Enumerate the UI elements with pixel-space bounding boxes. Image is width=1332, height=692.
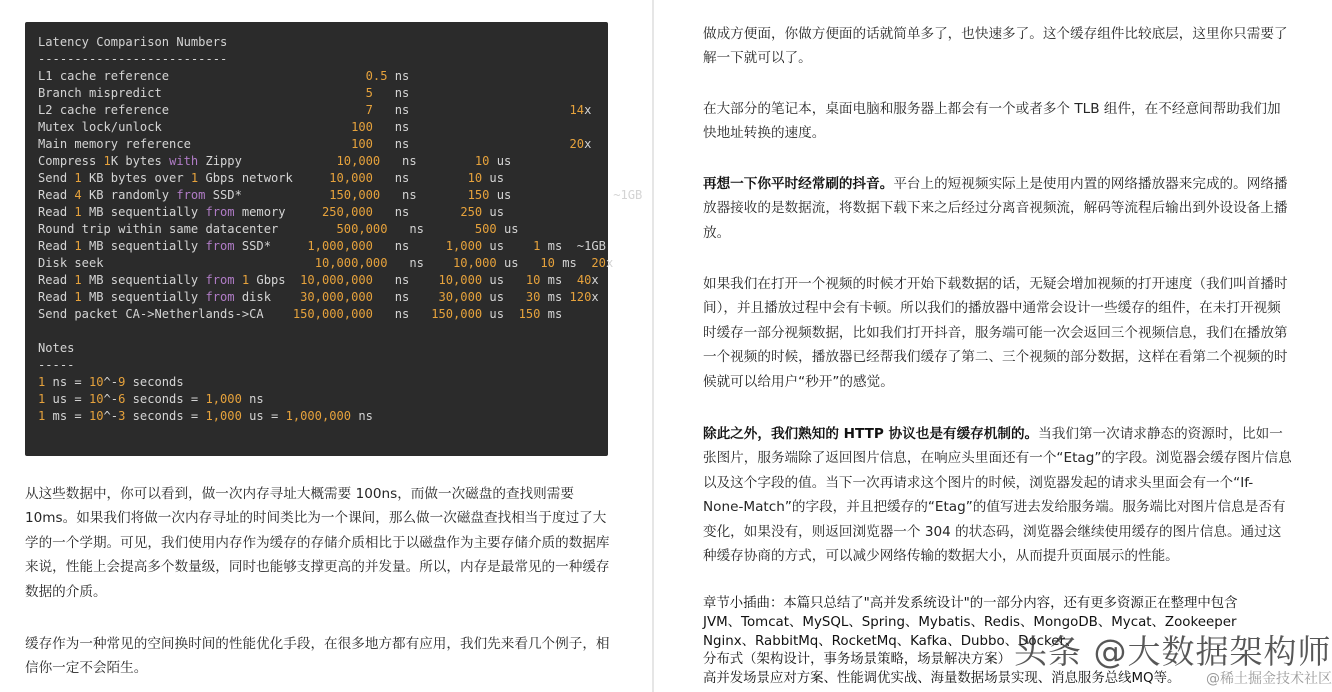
douyin-text: 平台上的短视频实际上是使用内置的网络播放器来完成的。网络播放器接收的是数据流，将数据下载下来之后经过分离音视频流，解码等流程后输出到外设设备上播放。 [703, 176, 1288, 241]
left-paragraph-2: 缓存作为一种常见的空间换时间的性能优化手段，在很多地方都有应用，我们先来看几个例子，相信你一定不会陌生。 [25, 636, 610, 677]
code-content: Latency Comparison Numbers -------------------------- L1 cache reference 0.5 ns Branch mispredict 5 ns L2 cache reference 7 ns 14x Mutex lock/unlock 100 ns Main memory reference 100 ns 20x Compress 1K bytes with Zippy 10,000 ns 10 us Send 1 KB bytes over 1 Gbps network 10,000 ns 10 us Read 4 KB randomly from SSD* 150,000 ns 150 us ~1GB Read 1 MB sequentially from memory 250,000 ns 250 us Round trip within same datacenter 500,000 ns 500 us Read 1 MB sequentially from SSD* 1,000,000 ns 1,000 us 1 ms ~1GB Disk seek 10,000,000 ns 10,000 us 10 ms 20x Read 1 MB sequentially from 1 Gbps 10,000,000 ns 10,000 us 10 ms 40x Read 1 MB sequentially from disk 30,000,000 ns 30,000 us 30 ms 120x Send packet CA->Netherlands->CA 150,000,000 ns 150,000 us 150 ms Notes ----- 1 ns = 10^-9 seconds 1 us = 10^-6 seconds = 1,000 ns 1 ms = 10^-3 seconds = 1,000 us = 1,000,000 ns [38, 35, 643, 423]
code-rule: -------------------------- [38, 52, 228, 66]
notes-title: Notes [38, 341, 75, 355]
juejin-watermark: @稀土掘金技术社区 [1206, 671, 1332, 687]
right-paragraph-5 [703, 422, 1293, 568]
aside-line-4: 分布式（架构设计，事务场景策略，场景解决方案） [703, 652, 1011, 668]
aside-line-1: 章节小插曲：本篇只总结了"高并发系统设计"的一部分内容，还有更多资源正在整理中包含 [703, 596, 1238, 611]
left-paragraph-1: 从这些数据中，你可以看到，做一次内存寻址大概需要 100ns，而做一次磁盘的查找则需要 10ms。如果我们将做一次内存寻址的时间类比为一个课间，那么做一次磁盘查找相当于度过了大学的一个学期。可见，我们使用内存作为缓存的存储介质相比于以磁盘作为主要存储介质的数据库来说，性能上会提高多个数量级，同时也能够支撑更高的并发量。所以，内存是最常见的一种缓存数据的介质。 [25, 486, 610, 600]
right-paragraph-1: 做成方便面，你做方便面的话就简单多了，也快速多了。这个缓存组件比较底层，这里你只需要了解一下就可以了。 [703, 26, 1288, 67]
toutiao-watermark: 头条 @大数据架构师 [1014, 632, 1332, 671]
notes-rule: ----- [38, 358, 75, 372]
http-text: 当我们第一次请求静态的资源时，比如一张图片，服务端除了返回图片信息，在响应头里面还有一个“Etag”的字段。浏览器会缓存图片信息以及这个字段的值。当下一次再请求这个图片的时候，浏览器发起的请求头里面会有一个“If-None-Match”的字段，并且把缓存的“Etag”的值写进去发给服务端。服务端比对图片信息是否有变化，如果没有，则返回浏览器一个 304 的状态码，浏览器会继续使用缓存的图片信息。通过这种缓存协商的方式，可以减少网络传输的数据大小，从而提升页面展示的性能。 [703, 426, 1292, 565]
aside-line-5: 高并发场景应对方案、性能调优实战、海量数据场景实现、消息服务总线MQ等。 [703, 671, 1181, 687]
right-paragraph-3 [703, 172, 1293, 245]
http-bold-lead: 除此之外，我们熟知的 HTTP 协议也是有缓存机制的。 [703, 426, 1039, 442]
aside-line-3: Nginx、RabbitMq、RocketMq、Kafka、Dubbo、Docker、 [703, 633, 1079, 649]
latency-code-block [25, 22, 643, 456]
code-title: Latency Comparison Numbers [38, 35, 228, 49]
left-page [0, 0, 652, 692]
right-page [654, 0, 1332, 692]
douyin-bold-lead: 再想一下你平时经常刷的抖音。 [703, 176, 894, 192]
right-paragraph-4: 如果我们在打开一个视频的时候才开始下载数据的话，无疑会增加视频的打开速度（我们叫首播时间），并且播放过程中会有卡顿。所以我们的播放器中通常会设计一些缓存的组件，在未打开视频时缓存一部分视频数据，比如我们打开抖音，服务端可能一次会返回三个视频信息，我们在播放第一个视频的时候，播放器已经帮我们缓存了第二、三个视频的部分数据，这样在看第二个视频的时候就可以给用户“秒开”的感觉。 [703, 276, 1288, 390]
right-paragraph-2: 在大部分的笔记本，桌面电脑和服务器上都会有一个或者多个 TLB 组件，在不经意间帮助我们加快地址转换的速度。 [703, 101, 1281, 142]
aside-line-2: JVM、Tomcat、MySQL、Spring、Mybatis、Redis、MongoDB、Mycat、Zookeeper [703, 614, 1237, 630]
